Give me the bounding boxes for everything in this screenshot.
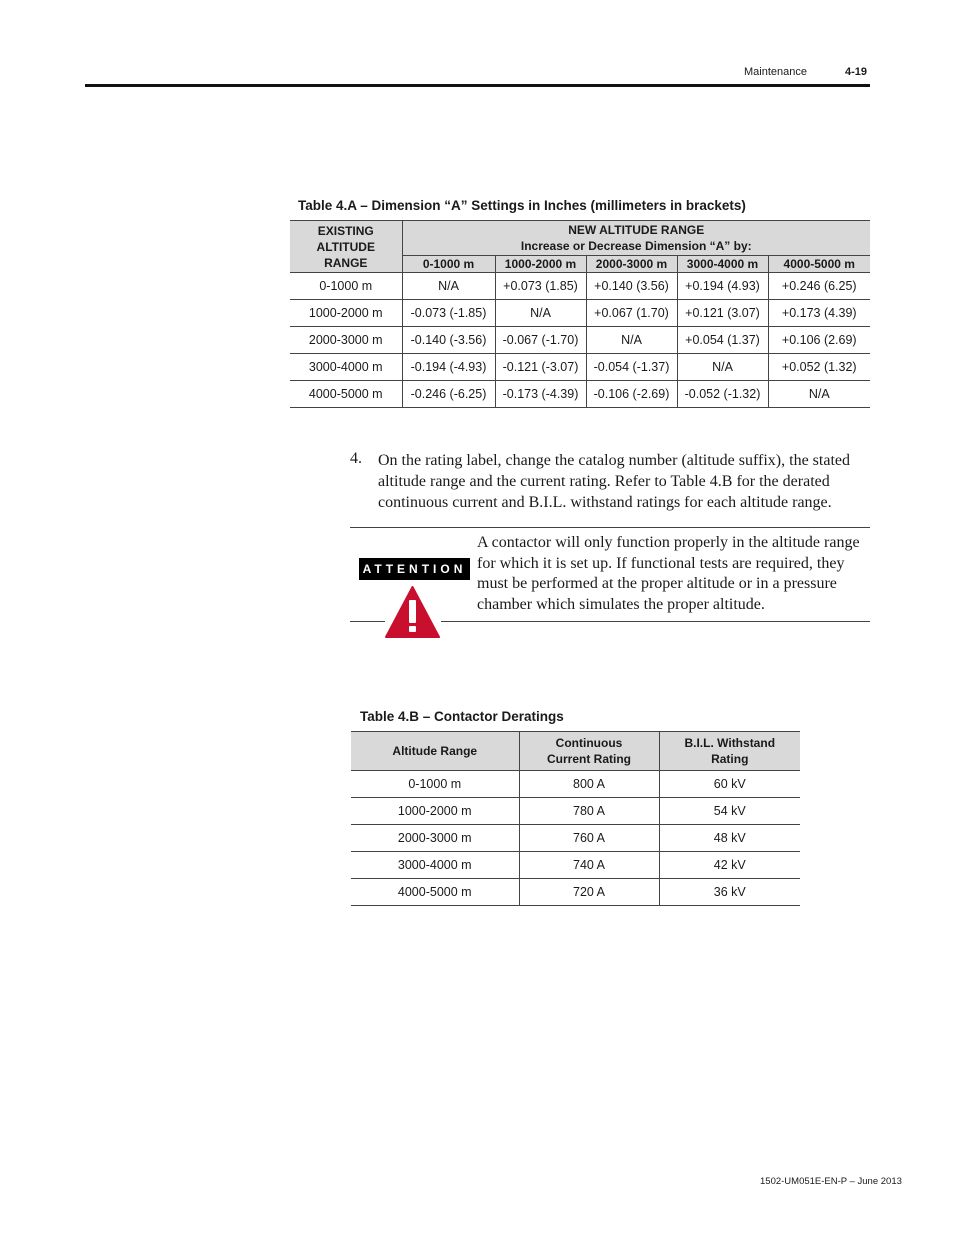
table-a bbox=[290, 220, 870, 408]
existing-header-line: ALTITUDE bbox=[316, 239, 375, 254]
table-cell: 36 kV bbox=[659, 879, 800, 906]
row-header-cell: 2000-3000 m bbox=[351, 825, 519, 852]
table-row bbox=[290, 381, 870, 408]
table-a-caption: Table 4.A – Dimension “A” Settings in Inches (millimeters in brackets) bbox=[298, 198, 746, 213]
column-header bbox=[519, 732, 659, 771]
table-row bbox=[351, 771, 800, 798]
step-text: On the rating label, change the catalog number (altitude suffix), the stated altitude range and the current rating. Refer to Table 4.B for the derated continuous current and B.I.L. withstand ratings for each altitude range. bbox=[378, 452, 850, 511]
table-cell: 48 kV bbox=[659, 825, 800, 852]
new-header-line: Increase or Decrease Dimension “A” by: bbox=[520, 239, 752, 253]
table-cell: -0.121 (-3.07) bbox=[495, 354, 586, 381]
row-header-cell: 4000-5000 m bbox=[351, 879, 519, 906]
table-cell: -0.067 (-1.70) bbox=[495, 327, 586, 354]
table-cell: -0.106 (-2.69) bbox=[586, 381, 677, 408]
table-b bbox=[351, 731, 800, 906]
step-number: 4. bbox=[350, 450, 362, 467]
row-header-cell: 4000-5000 m bbox=[290, 381, 402, 408]
row-header-cell: 0-1000 m bbox=[290, 273, 402, 300]
attention-text: A contactor will only function properly in the altitude range for which it is set up. If functional tests are required, they must be performed at the proper altitude or in a pressure chamber which simulates the proper altitude. bbox=[477, 534, 860, 613]
warning-triangle-icon bbox=[384, 585, 441, 639]
table-row bbox=[351, 879, 800, 906]
table-cell: -0.052 (-1.32) bbox=[677, 381, 768, 408]
existing-header-line: RANGE bbox=[324, 255, 368, 270]
header-line: Rating bbox=[711, 752, 749, 766]
table-cell: 740 A bbox=[519, 852, 659, 879]
column-header: 0-1000 m bbox=[402, 256, 495, 273]
table-cell: 42 kV bbox=[659, 852, 800, 879]
existing-altitude-header bbox=[290, 221, 402, 273]
running-header-section: Maintenance bbox=[744, 66, 807, 78]
column-header bbox=[351, 732, 519, 771]
table-cell: -0.054 (-1.37) bbox=[586, 354, 677, 381]
table-cell: +0.173 (4.39) bbox=[768, 300, 870, 327]
header-line: B.I.L. Withstand bbox=[684, 736, 776, 750]
table-cell: +0.194 (4.93) bbox=[677, 273, 768, 300]
row-header-cell: 3000-4000 m bbox=[290, 354, 402, 381]
row-header-cell: 0-1000 m bbox=[351, 771, 519, 798]
table-cell: 54 kV bbox=[659, 798, 800, 825]
table-cell: N/A bbox=[768, 381, 870, 408]
table-cell: +0.073 (1.85) bbox=[495, 273, 586, 300]
table-cell: +0.052 (1.32) bbox=[768, 354, 870, 381]
page-number: 4-19 bbox=[845, 66, 868, 78]
table-cell: +0.121 (3.07) bbox=[677, 300, 768, 327]
header-line: Current Rating bbox=[547, 752, 631, 766]
attention-badge: ATTENTION bbox=[359, 558, 470, 580]
column-header: 1000-2000 m bbox=[495, 256, 586, 273]
table-cell: +0.067 (1.70) bbox=[586, 300, 677, 327]
table-row bbox=[290, 300, 870, 327]
table-cell: -0.246 (-6.25) bbox=[402, 381, 495, 408]
table-cell: +0.106 (2.69) bbox=[768, 327, 870, 354]
table-cell: 60 kV bbox=[659, 771, 800, 798]
table-cell: -0.173 (-4.39) bbox=[495, 381, 586, 408]
table-row bbox=[351, 852, 800, 879]
attention-rule-bottom bbox=[350, 621, 385, 622]
table-cell: -0.073 (-1.85) bbox=[402, 300, 495, 327]
table-cell: +0.140 (3.56) bbox=[586, 273, 677, 300]
table-cell: 780 A bbox=[519, 798, 659, 825]
attention-rule-bottom bbox=[441, 621, 870, 622]
new-altitude-header bbox=[402, 221, 870, 256]
table-cell: +0.246 (6.25) bbox=[768, 273, 870, 300]
table-cell: N/A bbox=[677, 354, 768, 381]
table-cell: N/A bbox=[586, 327, 677, 354]
table-cell: -0.194 (-4.93) bbox=[402, 354, 495, 381]
column-header bbox=[659, 732, 800, 771]
table-b-caption: Table 4.B – Contactor Deratings bbox=[360, 709, 564, 724]
attention-rule-top bbox=[350, 527, 870, 528]
column-header: 4000-5000 m bbox=[768, 256, 870, 273]
row-header-cell: 2000-3000 m bbox=[290, 327, 402, 354]
header-line: Continuous bbox=[555, 736, 623, 750]
table-row bbox=[351, 798, 800, 825]
row-header-cell: 1000-2000 m bbox=[290, 300, 402, 327]
header-line: Altitude Range bbox=[392, 744, 478, 758]
table-row bbox=[290, 354, 870, 381]
row-header-cell: 1000-2000 m bbox=[351, 798, 519, 825]
table-cell: -0.140 (-3.56) bbox=[402, 327, 495, 354]
header-rule bbox=[85, 84, 870, 87]
table-cell: 720 A bbox=[519, 879, 659, 906]
column-header: 2000-3000 m bbox=[586, 256, 677, 273]
table-cell: +0.054 (1.37) bbox=[677, 327, 768, 354]
table-cell: 800 A bbox=[519, 771, 659, 798]
column-header: 3000-4000 m bbox=[677, 256, 768, 273]
row-header-cell: 3000-4000 m bbox=[351, 852, 519, 879]
table-row bbox=[351, 825, 800, 852]
table-row bbox=[290, 327, 870, 354]
table-cell: N/A bbox=[495, 300, 586, 327]
existing-header-line: EXISTING bbox=[317, 223, 374, 238]
new-header-line: NEW ALTITUDE RANGE bbox=[568, 223, 705, 237]
table-row bbox=[290, 273, 870, 300]
table-cell: N/A bbox=[402, 273, 495, 300]
table-cell: 760 A bbox=[519, 825, 659, 852]
document-footer: 1502-UM051E-EN-P – June 2013 bbox=[760, 1176, 902, 1187]
